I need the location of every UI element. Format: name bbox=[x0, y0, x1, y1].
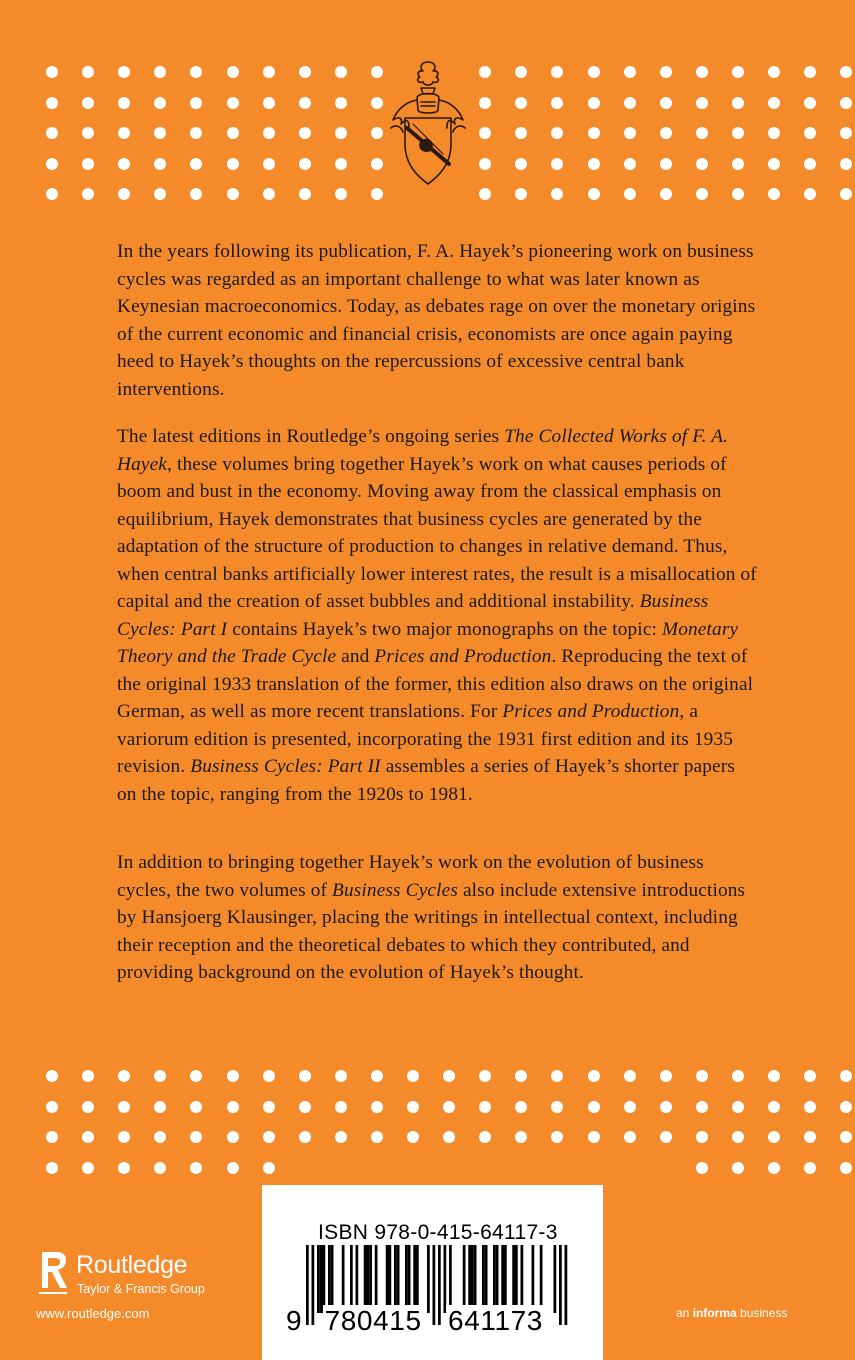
decorative-dot bbox=[588, 97, 600, 109]
decorative-dot bbox=[804, 66, 816, 78]
barcode-bar bbox=[474, 1245, 477, 1313]
decorative-dot bbox=[299, 97, 311, 109]
decorative-dot bbox=[154, 188, 166, 200]
decorative-dot bbox=[732, 1101, 744, 1113]
decorative-dot bbox=[479, 127, 491, 139]
barcode-digits bbox=[284, 1305, 545, 1337]
decorative-dot bbox=[154, 1070, 166, 1082]
decorative-dot bbox=[46, 1070, 58, 1082]
decorative-dot bbox=[588, 1070, 600, 1082]
barcode-bar bbox=[323, 1245, 326, 1313]
decorative-dot bbox=[190, 97, 202, 109]
decorative-dot bbox=[768, 1162, 780, 1174]
decorative-dot bbox=[479, 158, 491, 170]
decorative-dot bbox=[371, 66, 383, 78]
decorative-dot bbox=[190, 1131, 202, 1143]
decorative-dot bbox=[768, 127, 780, 139]
decorative-dot bbox=[46, 158, 58, 170]
informa-prefix: an bbox=[676, 1306, 693, 1320]
informa-brand: informa bbox=[692, 1306, 737, 1320]
decorative-dot bbox=[190, 188, 202, 200]
barcode-bar bbox=[444, 1245, 447, 1313]
decorative-dot bbox=[624, 1070, 636, 1082]
text-segment: The latest editions in Routledge’s ongoing series bbox=[117, 426, 505, 447]
decorative-dot bbox=[335, 97, 347, 109]
decorative-dot bbox=[840, 127, 852, 139]
decorative-dot bbox=[335, 1070, 347, 1082]
decorative-dot bbox=[624, 66, 636, 78]
decorative-dot bbox=[227, 1070, 239, 1082]
decorative-dot bbox=[624, 188, 636, 200]
decorative-dot bbox=[263, 1131, 275, 1143]
decorative-dot bbox=[371, 127, 383, 139]
barcode-bar bbox=[397, 1245, 400, 1313]
decorative-dot bbox=[840, 188, 852, 200]
isbn-label: ISBN 978-0-415-64117-3 bbox=[318, 1221, 558, 1244]
decorative-dot bbox=[299, 66, 311, 78]
decorative-dot bbox=[227, 1131, 239, 1143]
decorative-dot bbox=[804, 1131, 816, 1143]
decorative-dot bbox=[696, 1162, 708, 1174]
hayek-coat-of-arms-icon bbox=[383, 58, 473, 190]
decorative-dot bbox=[551, 1070, 563, 1082]
decorative-dot bbox=[768, 66, 780, 78]
barcode-bar bbox=[413, 1245, 416, 1313]
decorative-dot bbox=[299, 1070, 311, 1082]
decorative-dot bbox=[82, 66, 94, 78]
decorative-dot bbox=[335, 1131, 347, 1143]
decorative-dot bbox=[118, 1070, 130, 1082]
decorative-dot bbox=[371, 97, 383, 109]
decorative-dot bbox=[46, 66, 58, 78]
decorative-dot bbox=[840, 1101, 852, 1113]
blurb-paragraph-2 bbox=[117, 423, 757, 808]
decorative-dot bbox=[118, 158, 130, 170]
text-segment: also include extensive introductions by Hansjoerg Klausinger, placing the writings in intellectual context, including their reception and the theoretical debates to which they contributed, and providing background on the evolution of Hayek’s thought. bbox=[117, 879, 746, 983]
decorative-dot bbox=[443, 1101, 455, 1113]
decorative-dot bbox=[263, 1162, 275, 1174]
decorative-dot bbox=[82, 1101, 94, 1113]
decorative-dot bbox=[624, 1101, 636, 1113]
decorative-dot bbox=[154, 97, 166, 109]
decorative-dot bbox=[118, 188, 130, 200]
barcode-bar bbox=[504, 1245, 507, 1313]
decorative-dot bbox=[82, 188, 94, 200]
decorative-dot bbox=[732, 97, 744, 109]
barcode-bar bbox=[317, 1245, 320, 1313]
decorative-dot bbox=[227, 1101, 239, 1113]
text-segment: Business Cycles: Part II bbox=[190, 756, 381, 777]
decorative-dot bbox=[732, 66, 744, 78]
decorative-dot bbox=[840, 1070, 852, 1082]
barcode-bar bbox=[427, 1245, 430, 1313]
barcode-bar bbox=[328, 1245, 331, 1313]
decorative-dot bbox=[190, 1162, 202, 1174]
decorative-dot bbox=[804, 127, 816, 139]
decorative-dot bbox=[299, 1101, 311, 1113]
barcode-bar bbox=[515, 1245, 518, 1313]
barcode-bar bbox=[501, 1245, 504, 1313]
decorative-dot bbox=[479, 188, 491, 200]
decorative-dot bbox=[768, 1131, 780, 1143]
decorative-dot bbox=[335, 188, 347, 200]
barcode-bar bbox=[386, 1245, 389, 1313]
barcode-bar bbox=[350, 1245, 353, 1313]
text-segment: Prices and Production bbox=[502, 701, 680, 722]
decorative-dot bbox=[732, 1131, 744, 1143]
decorative-dot bbox=[732, 1162, 744, 1174]
decorative-dot bbox=[588, 1131, 600, 1143]
barcode-bar bbox=[471, 1245, 474, 1313]
decorative-dot bbox=[588, 188, 600, 200]
barcode-bar bbox=[405, 1245, 408, 1313]
decorative-dot bbox=[118, 1101, 130, 1113]
decorative-dot bbox=[551, 1101, 563, 1113]
decorative-dot bbox=[768, 158, 780, 170]
decorative-dot bbox=[299, 188, 311, 200]
decorative-dot bbox=[624, 1131, 636, 1143]
decorative-dot bbox=[299, 158, 311, 170]
decorative-dot bbox=[660, 127, 672, 139]
decorative-dot bbox=[660, 97, 672, 109]
decorative-dot bbox=[768, 97, 780, 109]
barcode-bar bbox=[463, 1245, 466, 1313]
publisher-name: Routledge bbox=[76, 1251, 188, 1279]
decorative-dot bbox=[82, 1162, 94, 1174]
text-segment: Monetary Theory and the Trade Cycle bbox=[117, 618, 739, 667]
decorative-dot bbox=[263, 66, 275, 78]
decorative-dot bbox=[46, 1101, 58, 1113]
decorative-dot bbox=[804, 1162, 816, 1174]
decorative-dot bbox=[371, 1070, 383, 1082]
decorative-dot bbox=[190, 1101, 202, 1113]
decorative-dot bbox=[82, 97, 94, 109]
text-segment: In addition to bringing together Hayek’s work on the evolution of business cycles, the two volumes of bbox=[117, 852, 704, 901]
barcode-bar bbox=[449, 1245, 452, 1313]
decorative-dot bbox=[407, 1131, 419, 1143]
decorative-dot bbox=[479, 97, 491, 109]
decorative-dot bbox=[154, 1131, 166, 1143]
barcode-bar bbox=[394, 1245, 397, 1313]
decorative-dot bbox=[263, 1101, 275, 1113]
decorative-dot bbox=[768, 1101, 780, 1113]
barcode-bar bbox=[496, 1245, 499, 1313]
decorative-dot bbox=[118, 1162, 130, 1174]
decorative-dot bbox=[515, 66, 527, 78]
decorative-dot bbox=[227, 127, 239, 139]
decorative-dot bbox=[732, 158, 744, 170]
decorative-dot bbox=[46, 1131, 58, 1143]
decorative-dot bbox=[46, 1162, 58, 1174]
barcode-bar bbox=[342, 1245, 345, 1313]
decorative-dot bbox=[551, 97, 563, 109]
decorative-dot bbox=[46, 97, 58, 109]
barcode-bar bbox=[320, 1245, 323, 1313]
decorative-dot bbox=[263, 1070, 275, 1082]
informa-business-tagline bbox=[676, 1306, 787, 1320]
decorative-dot bbox=[660, 66, 672, 78]
decorative-dot bbox=[551, 188, 563, 200]
barcode-bar bbox=[408, 1245, 411, 1313]
decorative-dot bbox=[227, 1162, 239, 1174]
decorative-dot bbox=[768, 1070, 780, 1082]
decorative-dot bbox=[299, 1131, 311, 1143]
decorative-dot bbox=[588, 1101, 600, 1113]
decorative-dot bbox=[118, 66, 130, 78]
decorative-dot bbox=[227, 188, 239, 200]
decorative-dot bbox=[515, 127, 527, 139]
decorative-dot bbox=[515, 1131, 527, 1143]
decorative-dot bbox=[154, 158, 166, 170]
routledge-logo-icon bbox=[36, 1248, 70, 1302]
decorative-dot bbox=[263, 127, 275, 139]
barcode-bar bbox=[485, 1245, 488, 1313]
decorative-dot bbox=[82, 127, 94, 139]
decorative-dot bbox=[479, 1101, 491, 1113]
decorative-dot bbox=[660, 188, 672, 200]
decorative-dot bbox=[624, 158, 636, 170]
decorative-dot bbox=[840, 1162, 852, 1174]
decorative-dot bbox=[407, 1101, 419, 1113]
barcode-bar bbox=[565, 1245, 568, 1325]
text-segment: , a variorum edition is presented, incorporating the 1931 first edition and its 1935 revision. bbox=[117, 701, 734, 777]
decorative-dot bbox=[840, 1131, 852, 1143]
decorative-dot bbox=[551, 1131, 563, 1143]
text-segment: The Collected Works of F. A. Hayek bbox=[117, 426, 729, 475]
text-segment: . Reproducing the text of the original 1933 translation of the former, this edition also draws on the original German, as well as more recent translations. For bbox=[117, 646, 754, 722]
barcode-bar bbox=[559, 1245, 562, 1325]
decorative-dot bbox=[551, 158, 563, 170]
barcode-first-digit: 9 bbox=[286, 1305, 303, 1336]
decorative-dot bbox=[46, 127, 58, 139]
decorative-dot bbox=[335, 127, 347, 139]
barcode-bar bbox=[493, 1245, 496, 1313]
decorative-dot bbox=[118, 1131, 130, 1143]
decorative-dot bbox=[696, 127, 708, 139]
barcode-bar bbox=[364, 1245, 367, 1313]
text-segment: Prices and Production bbox=[374, 646, 552, 667]
decorative-dot bbox=[515, 1070, 527, 1082]
decorative-dot bbox=[227, 158, 239, 170]
decorative-dot bbox=[660, 1131, 672, 1143]
decorative-dot bbox=[263, 188, 275, 200]
decorative-dot bbox=[190, 1070, 202, 1082]
decorative-dot bbox=[371, 1131, 383, 1143]
decorative-dot bbox=[335, 66, 347, 78]
decorative-dot bbox=[768, 188, 780, 200]
decorative-dot bbox=[227, 66, 239, 78]
decorative-dot bbox=[154, 1162, 166, 1174]
barcode-bar bbox=[369, 1245, 372, 1313]
decorative-dot bbox=[696, 66, 708, 78]
decorative-dot bbox=[154, 127, 166, 139]
decorative-dot bbox=[840, 66, 852, 78]
decorative-dot bbox=[551, 66, 563, 78]
publisher-website[interactable]: www.routledge.com bbox=[36, 1306, 150, 1321]
blurb-paragraph-3 bbox=[117, 849, 757, 987]
decorative-dot bbox=[515, 158, 527, 170]
barcode-digit-group-2: 641173 bbox=[448, 1305, 543, 1336]
decorative-dot bbox=[371, 188, 383, 200]
decorative-dot bbox=[696, 1070, 708, 1082]
decorative-dot bbox=[624, 127, 636, 139]
decorative-dot bbox=[732, 127, 744, 139]
barcode-bar bbox=[521, 1245, 524, 1313]
decorative-dot bbox=[588, 66, 600, 78]
decorative-dot bbox=[371, 1101, 383, 1113]
decorative-dot bbox=[118, 127, 130, 139]
decorative-dot bbox=[660, 1070, 672, 1082]
decorative-dot bbox=[804, 1070, 816, 1082]
text-segment: Business Cycles bbox=[332, 879, 458, 901]
text-segment: , these volumes bring together Hayek’s work on what causes periods of boom and bust in the economy. Moving away from the classical emphasis on equilibrium, Hayek demonstrates that business cycles are generated by the adaptation of the structure of production to changes in relative demand. Thus, when central banks artificially lower interest rates, the result is a misallocation of capital and the creation of asset bubbles and additional instability. bbox=[117, 453, 757, 612]
decorative-dot bbox=[660, 1101, 672, 1113]
barcode-bar bbox=[554, 1245, 557, 1313]
decorative-dot bbox=[840, 97, 852, 109]
decorative-dot bbox=[443, 1070, 455, 1082]
text-segment: and bbox=[336, 646, 375, 667]
barcode-bar bbox=[331, 1245, 334, 1313]
decorative-dot bbox=[82, 1070, 94, 1082]
decorative-dot bbox=[154, 66, 166, 78]
decorative-dot bbox=[840, 158, 852, 170]
decorative-dot bbox=[263, 158, 275, 170]
barcode-bar bbox=[375, 1245, 378, 1313]
informa-suffix: business bbox=[736, 1306, 788, 1320]
decorative-dot bbox=[588, 158, 600, 170]
decorative-dot bbox=[696, 188, 708, 200]
decorative-dot bbox=[118, 97, 130, 109]
decorative-dot bbox=[443, 1131, 455, 1143]
publisher-logo-block bbox=[36, 1248, 236, 1308]
barcode-digit-group-1: 780415 bbox=[324, 1305, 422, 1336]
decorative-dot bbox=[732, 188, 744, 200]
decorative-dot bbox=[732, 1070, 744, 1082]
decorative-dot bbox=[515, 188, 527, 200]
decorative-dot bbox=[299, 127, 311, 139]
decorative-dot bbox=[696, 158, 708, 170]
decorative-dot bbox=[82, 1131, 94, 1143]
decorative-dot bbox=[335, 158, 347, 170]
barcode-bar bbox=[367, 1245, 370, 1313]
decorative-dot bbox=[263, 97, 275, 109]
barcode-bar bbox=[468, 1245, 471, 1313]
barcode-bar bbox=[389, 1245, 392, 1313]
decorative-dot bbox=[190, 127, 202, 139]
decorative-dot bbox=[190, 66, 202, 78]
publisher-group: Taylor & Francis Group bbox=[77, 1282, 205, 1296]
barcode-panel bbox=[262, 1185, 603, 1360]
decorative-dot bbox=[804, 97, 816, 109]
decorative-dot bbox=[588, 127, 600, 139]
decorative-dot bbox=[804, 188, 816, 200]
text-segment: assembles a series of Hayek’s shorter papers on the topic, ranging from the 1920s to 1981. bbox=[117, 756, 735, 805]
decorative-dot bbox=[82, 158, 94, 170]
decorative-dot bbox=[624, 97, 636, 109]
decorative-dot bbox=[696, 1101, 708, 1113]
barcode-bar bbox=[356, 1245, 359, 1313]
decorative-dot bbox=[804, 158, 816, 170]
decorative-dot bbox=[479, 1070, 491, 1082]
barcode-bar bbox=[540, 1245, 543, 1313]
barcode-bar bbox=[512, 1245, 515, 1313]
decorative-dot bbox=[479, 66, 491, 78]
decorative-dot bbox=[190, 158, 202, 170]
decorative-dot bbox=[696, 97, 708, 109]
barcode-bar bbox=[416, 1245, 419, 1313]
decorative-dot bbox=[515, 97, 527, 109]
decorative-dot bbox=[407, 1070, 419, 1082]
text-segment: contains Hayek’s two major monographs on the topic: bbox=[227, 618, 663, 640]
decorative-dot bbox=[551, 127, 563, 139]
decorative-dot bbox=[227, 97, 239, 109]
blurb-paragraph-1: In the years following its publication, F. A. Hayek’s pioneering work on business cycles was regarded as an important challenge to what was later known as Keynesian macroeconomics. Today, as debates rage on over the monetary origins of the current economic and financial crisis, economists are once again paying heed to Hayek’s thoughts on the repercussions of excessive central bank interventions. bbox=[117, 241, 756, 400]
decorative-dot bbox=[335, 1101, 347, 1113]
decorative-dot bbox=[804, 1101, 816, 1113]
decorative-dot bbox=[696, 1131, 708, 1143]
barcode-bar bbox=[532, 1245, 535, 1313]
decorative-dot bbox=[371, 158, 383, 170]
decorative-dot bbox=[479, 1131, 491, 1143]
decorative-dot bbox=[154, 1101, 166, 1113]
decorative-dot bbox=[660, 158, 672, 170]
barcode-bar bbox=[482, 1245, 485, 1313]
text-segment: Business Cycles: Part I bbox=[117, 591, 709, 640]
decorative-dot bbox=[46, 188, 58, 200]
decorative-dot bbox=[515, 1101, 527, 1113]
